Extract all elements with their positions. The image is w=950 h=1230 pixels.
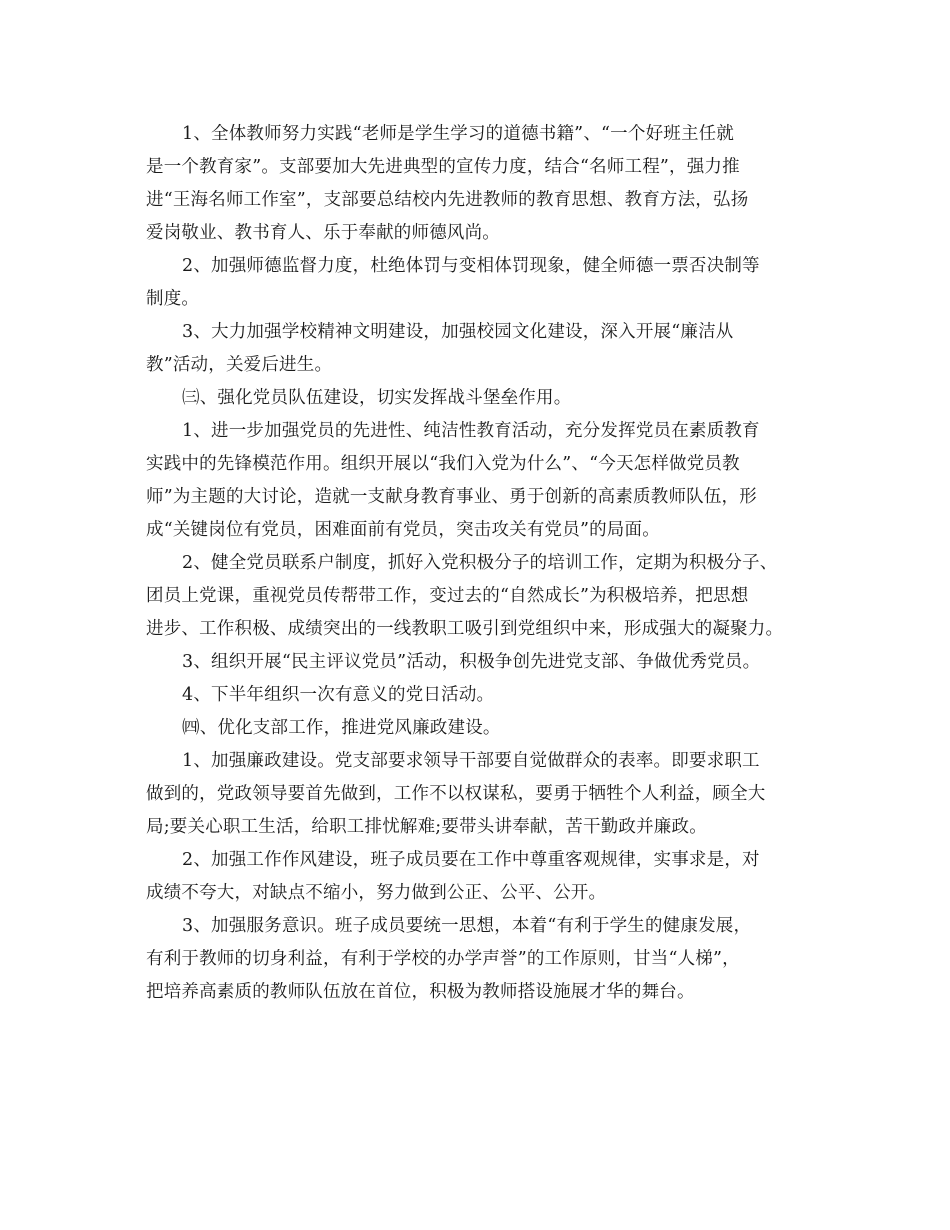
paragraph-line: 爱岗敬业、教书育人、乐于奉献的师德风尚。 bbox=[146, 223, 500, 243]
paragraph-line: 1、加强廉政建设。党支部要求领导干部要自觉做群众的表率。即要求职工 bbox=[182, 751, 760, 771]
paragraph-line: 3、大力加强学校精神文明建设，加强校园文化建设，深入开展“廉洁从 bbox=[182, 322, 734, 342]
paragraph-line: 把培养高素质的教师队伍放在首位，积极为教师搭设施展才华的舞台。 bbox=[146, 982, 695, 1002]
paragraph-line: 1、全体教师努力实践“老师是学生学习的道德书籍”、“一个好班主任就 bbox=[182, 124, 735, 144]
paragraph-line: 进步、工作积极、成绩突出的一线教职工吸引到党组织中来，形成强大的凝聚力。 bbox=[146, 619, 784, 639]
section-heading: ㈢、强化党员队伍建设，切实发挥战斗堡垒作用。 bbox=[182, 388, 572, 408]
paragraph-line: 团员上党课，重视党员传帮带工作，变过去的“自然成长”为积极培养，把思想 bbox=[146, 586, 749, 606]
paragraph-line: 成绩不夸大，对缺点不缩小，努力做到公正、公平、公开。 bbox=[146, 883, 607, 903]
paragraph-line: 教”活动，关爱后进生。 bbox=[146, 355, 333, 375]
paragraph-line: 做到的，党政领导要首先做到，工作不以权谋私，要勇于牺牲个人利益，顾全大 bbox=[146, 784, 766, 804]
section-heading: ㈣、优化支部工作，推进党风廉政建设。 bbox=[182, 718, 501, 738]
paragraph-line: 局;要关心职工生活，给职工排忧解难;要带头讲奉献，苦干勤政并廉政。 bbox=[146, 817, 707, 837]
paragraph-line: 2、加强师德监督力度，杜绝体罚与变相体罚现象，健全师德一票否决制等 bbox=[182, 256, 760, 276]
paragraph-line: 2、加强工作作风建设，班子成员要在工作中尊重客观规律，实事求是，对 bbox=[182, 850, 760, 870]
paragraph-line: 实践中的先锋模范作用。组织开展以“我们入党为什么”、“今天怎样做党员教 bbox=[146, 454, 740, 474]
paragraph-line: 进“王海名师工作室”，支部要总结校内先进教师的教育思想、教育方法，弘扬 bbox=[146, 190, 749, 210]
document-body bbox=[146, 118, 806, 1009]
paragraph-line: 制度。 bbox=[146, 289, 200, 309]
paragraph-line: 有利于教师的切身利益，有利于学校的办学声誉”的工作原则，甘当“人梯”， bbox=[146, 949, 740, 969]
paragraph-line: 3、组织开展“民主评议党员”活动，积极争创先进党支部、争做优秀党员。 bbox=[182, 652, 761, 672]
paragraph-line: 1、进一步加强党员的先进性、纯洁性教育活动，充分发挥党员在素质教育 bbox=[182, 421, 760, 441]
paragraph-line: 4、下半年组织一次有意义的党日活动。 bbox=[182, 685, 495, 705]
paragraph-line: 是一个教育家”。支部要加大先进典型的宣传力度，结合“名师工程”，强力推 bbox=[146, 157, 740, 177]
paragraph-line: 2、健全党员联系户制度，抓好入党积极分子的培训工作，定期为积极分子、 bbox=[182, 553, 778, 573]
paragraph-line: 师”为主题的大讨论，造就一支献身教育事业、勇于创新的高素质教师队伍，形 bbox=[146, 487, 757, 507]
paragraph-line: 成“关键岗位有党员，困难面前有党员，突击攻关有党员”的局面。 bbox=[146, 520, 660, 540]
paragraph-line: 3、加强服务意识。班子成员要统一思想，本着“有利于学生的健康发展， bbox=[182, 916, 752, 936]
